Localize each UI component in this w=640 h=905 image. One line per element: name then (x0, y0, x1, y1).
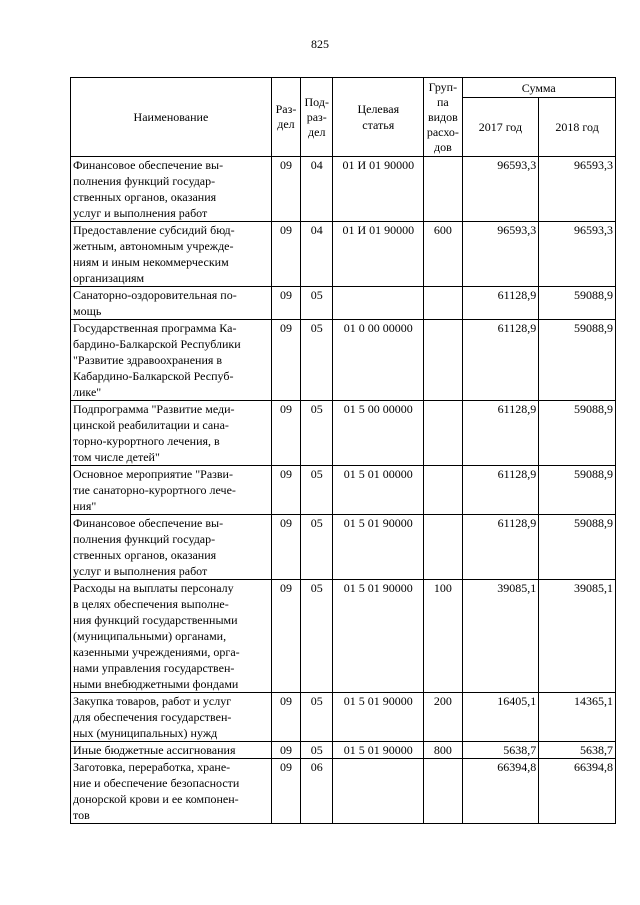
row-section: 09 (271, 580, 300, 693)
row-sum-2017: 66394,8 (462, 759, 539, 824)
row-sum-2017: 96593,3 (462, 157, 539, 222)
table-row (71, 759, 616, 824)
row-group: 200 (424, 693, 462, 742)
row-subsection: 05 (301, 693, 333, 742)
row-sum-2017: 39085,1 (462, 580, 539, 693)
table-row (71, 515, 616, 580)
header-subsection: Под- раз- дел (301, 78, 333, 157)
table-row (71, 222, 616, 287)
row-sum-2017: 61128,9 (462, 466, 539, 515)
row-group: 100 (424, 580, 462, 693)
row-target: 01 И 01 90000 (333, 222, 424, 287)
row-sum-2018: 14365,1 (539, 693, 616, 742)
row-subsection: 04 (301, 157, 333, 222)
row-name: Санаторно-оздоровительная по- мощь (71, 287, 272, 320)
row-sum-2018: 59088,9 (539, 401, 616, 466)
row-subsection: 05 (301, 580, 333, 693)
row-section: 09 (271, 515, 300, 580)
row-subsection: 05 (301, 742, 333, 759)
row-group (424, 759, 462, 824)
table-row (71, 693, 616, 742)
row-section: 09 (271, 466, 300, 515)
header-2018: 2018 год (539, 98, 616, 157)
row-sum-2018: 96593,3 (539, 157, 616, 222)
row-group (424, 401, 462, 466)
row-subsection: 05 (301, 287, 333, 320)
row-sum-2018: 59088,9 (539, 515, 616, 580)
header-section: Раз- дел (271, 78, 300, 157)
row-name: Финансовое обеспечение вы- полнения функций государ- ственных органов, оказания услуг и выполнения работ (71, 157, 272, 222)
row-target: 01 5 01 90000 (333, 742, 424, 759)
row-name: Заготовка, переработка, хране- ние и обеспечение безопасности донорской крови и ее компонен- тов (71, 759, 272, 824)
row-group: 800 (424, 742, 462, 759)
header-sum: Сумма (462, 78, 615, 98)
row-name: Государственная программа Ка- бардино-Балкарской Республики "Развитие здравоохранения в Кабардино-Балкарской Респуб- лике" (71, 320, 272, 401)
row-target: 01 0 00 00000 (333, 320, 424, 401)
row-sum-2018: 59088,9 (539, 320, 616, 401)
row-section: 09 (271, 742, 300, 759)
row-sum-2018: 66394,8 (539, 759, 616, 824)
row-section: 09 (271, 693, 300, 742)
row-sum-2018: 59088,9 (539, 466, 616, 515)
row-sum-2017: 5638,7 (462, 742, 539, 759)
row-section: 09 (271, 401, 300, 466)
row-group (424, 157, 462, 222)
row-sum-2018: 59088,9 (539, 287, 616, 320)
row-sum-2018: 96593,3 (539, 222, 616, 287)
row-target: 01 5 01 90000 (333, 515, 424, 580)
row-subsection: 05 (301, 466, 333, 515)
row-section: 09 (271, 759, 300, 824)
header-group: Груп- па видов расхо- дов (424, 78, 462, 157)
table-row (71, 580, 616, 693)
row-section: 09 (271, 157, 300, 222)
row-target: 01 5 01 00000 (333, 466, 424, 515)
row-target (333, 287, 424, 320)
header-2017: 2017 год (462, 98, 539, 157)
row-name: Подпрограмма "Развитие меди- цинской реабилитации и сана- торно-курортного лечения, в том числе детей" (71, 401, 272, 466)
row-subsection: 06 (301, 759, 333, 824)
row-target: 01 5 01 90000 (333, 580, 424, 693)
row-subsection: 05 (301, 515, 333, 580)
row-target (333, 759, 424, 824)
header-name: Наименование (71, 78, 272, 157)
row-group (424, 287, 462, 320)
row-target: 01 И 01 90000 (333, 157, 424, 222)
row-name: Расходы на выплаты персоналу в целях обеспечения выполне- ния функций государственными (муниципальными) органами, казенными учреждениями, орга- нами управления государствен- ными внебюджетными фондами (71, 580, 272, 693)
row-name: Иные бюджетные ассигнования (71, 742, 272, 759)
row-sum-2017: 96593,3 (462, 222, 539, 287)
row-sum-2017: 61128,9 (462, 287, 539, 320)
row-target: 01 5 01 90000 (333, 693, 424, 742)
table-row (71, 320, 616, 401)
row-section: 09 (271, 320, 300, 401)
row-subsection: 05 (301, 401, 333, 466)
table-row (71, 466, 616, 515)
row-name: Основное мероприятие "Разви- тие санаторно-курортного лече- ния" (71, 466, 272, 515)
row-sum-2017: 61128,9 (462, 515, 539, 580)
row-name: Финансовое обеспечение вы- полнения функций государ- ственных органов, оказания услуг и выполнения работ (71, 515, 272, 580)
row-sum-2017: 61128,9 (462, 320, 539, 401)
row-sum-2018: 39085,1 (539, 580, 616, 693)
row-subsection: 04 (301, 222, 333, 287)
row-group (424, 320, 462, 401)
row-sum-2017: 16405,1 (462, 693, 539, 742)
row-sum-2017: 61128,9 (462, 401, 539, 466)
row-group: 600 (424, 222, 462, 287)
table-row (71, 287, 616, 320)
row-group (424, 466, 462, 515)
budget-table (70, 77, 616, 824)
header-target: Целевая статья (333, 78, 424, 157)
table-row (71, 742, 616, 759)
row-subsection: 05 (301, 320, 333, 401)
row-section: 09 (271, 287, 300, 320)
row-name: Закупка товаров, работ и услуг для обеспечения государствен- ных (муниципальных) нужд (71, 693, 272, 742)
row-sum-2018: 5638,7 (539, 742, 616, 759)
page-number: 825 (311, 37, 329, 51)
row-name: Предоставление субсидий бюд- жетным, автономным учрежде- ниям и иным некоммерческим организациям (71, 222, 272, 287)
table-row (71, 157, 616, 222)
table-row (71, 401, 616, 466)
row-section: 09 (271, 222, 300, 287)
row-group (424, 515, 462, 580)
row-target: 01 5 00 00000 (333, 401, 424, 466)
